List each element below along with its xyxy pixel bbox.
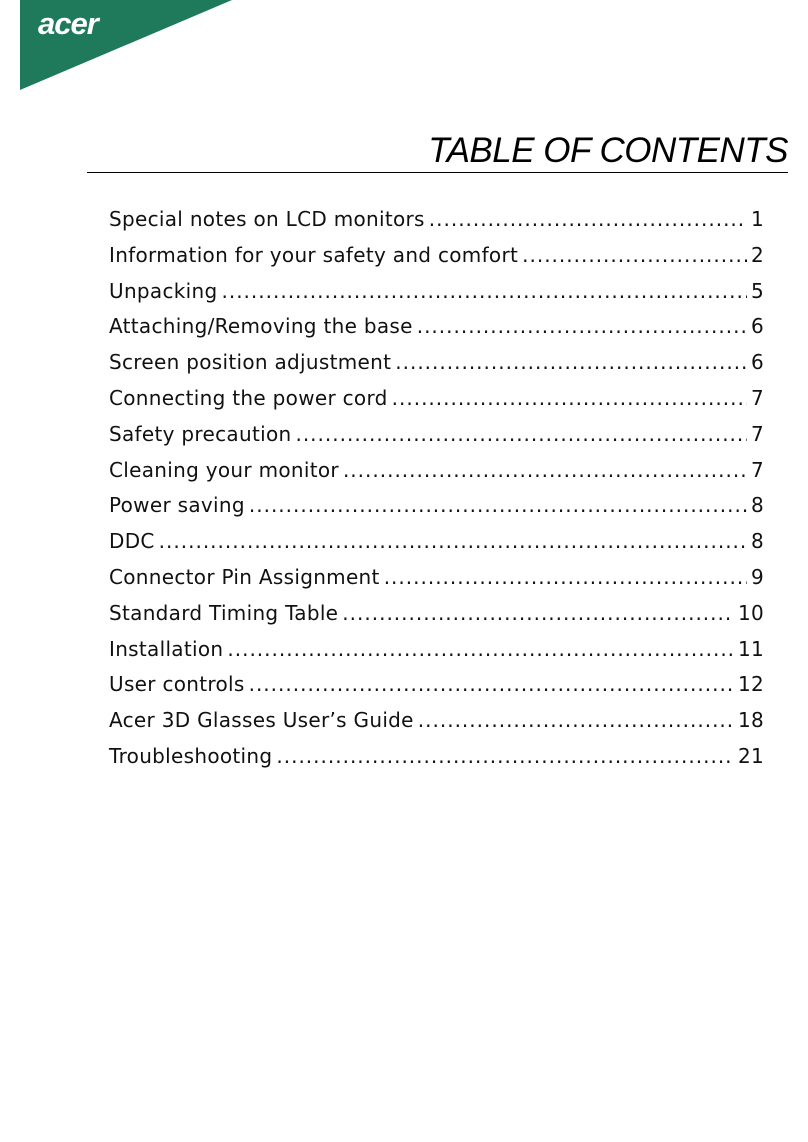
toc-entry[interactable] [109, 202, 764, 238]
toc-dot-leader [295, 417, 747, 453]
toc-entry-label: Connecting the power cord [109, 385, 388, 410]
toc-page-number: 11 [737, 636, 764, 661]
toc-dot-leader [249, 667, 734, 703]
toc-page-number: 8 [750, 493, 764, 518]
toc-dot-leader [159, 524, 747, 560]
toc-dot-leader [417, 309, 747, 345]
toc-entry[interactable] [109, 703, 764, 739]
toc-page-number: 6 [750, 314, 764, 339]
toc-dot-leader [522, 238, 747, 274]
toc-entry-label: Installation [109, 636, 224, 661]
toc-entry[interactable] [109, 417, 764, 453]
toc-page-number: 21 [737, 743, 764, 768]
toc-entry[interactable] [109, 560, 764, 596]
toc-page-number: 7 [750, 457, 764, 482]
table-of-contents [109, 202, 764, 775]
toc-entry[interactable] [109, 345, 764, 381]
toc-entry-label: Troubleshooting [109, 743, 273, 768]
toc-entry[interactable] [109, 632, 764, 668]
toc-entry-label: User controls [109, 672, 245, 697]
toc-page-number: 12 [737, 672, 764, 697]
toc-page-number: 2 [750, 242, 764, 267]
toc-page-number: 1 [750, 207, 764, 231]
toc-page-number: 10 [737, 600, 764, 625]
toc-page-number: 7 [750, 421, 764, 446]
toc-dot-leader [343, 453, 747, 489]
toc-entry-label: Attaching/Removing the base [109, 314, 413, 339]
toc-entry-label: Standard Timing Table [109, 600, 339, 625]
toc-entry-label: DDC [109, 529, 155, 554]
toc-dot-leader [392, 381, 747, 417]
toc-page-number: 8 [750, 529, 764, 554]
toc-entry-label: Unpacking [109, 278, 218, 303]
toc-entry[interactable] [109, 739, 764, 775]
toc-entry-label: Screen position adjustment [109, 350, 392, 375]
title-rule [87, 172, 788, 173]
toc-entry-label: Safety precaution [109, 421, 292, 446]
toc-entry[interactable] [109, 238, 764, 274]
toc-entry-label: Information for your safety and comfort [109, 242, 519, 267]
toc-entry-label: Special notes on LCD monitors [109, 207, 425, 231]
toc-entry[interactable] [109, 488, 764, 524]
toc-entry-label: Cleaning your monitor [109, 457, 339, 482]
toc-entry[interactable] [109, 274, 764, 310]
toc-dot-leader [342, 596, 734, 632]
toc-entry[interactable] [109, 453, 764, 489]
toc-entry[interactable] [109, 524, 764, 560]
toc-dot-leader [249, 488, 747, 524]
toc-dot-leader [221, 274, 746, 310]
toc-dot-leader [395, 345, 747, 381]
toc-entry-label: Acer 3D Glasses User’s Guide [109, 708, 414, 733]
acer-logo [0, 0, 240, 92]
toc-page-number: 18 [737, 708, 764, 733]
toc-dot-leader [227, 632, 734, 668]
toc-entry[interactable] [109, 596, 764, 632]
toc-dot-leader [418, 703, 734, 739]
page-title: TABLE OF CONTENTS [428, 131, 788, 170]
toc-entry-label: Connector Pin Assignment [109, 564, 380, 589]
toc-page-number: 7 [750, 385, 764, 410]
toc-page-number: 9 [750, 564, 764, 589]
toc-dot-leader [429, 202, 747, 238]
toc-entry-label: Power saving [109, 493, 245, 518]
toc-entry[interactable] [109, 309, 764, 345]
toc-dot-leader [276, 739, 734, 775]
logo-text: acer [38, 6, 98, 41]
toc-page-number: 5 [750, 278, 764, 303]
toc-dot-leader [384, 560, 747, 596]
toc-entry[interactable] [109, 381, 764, 417]
toc-entry[interactable] [109, 667, 764, 703]
toc-page-number: 6 [750, 350, 764, 375]
